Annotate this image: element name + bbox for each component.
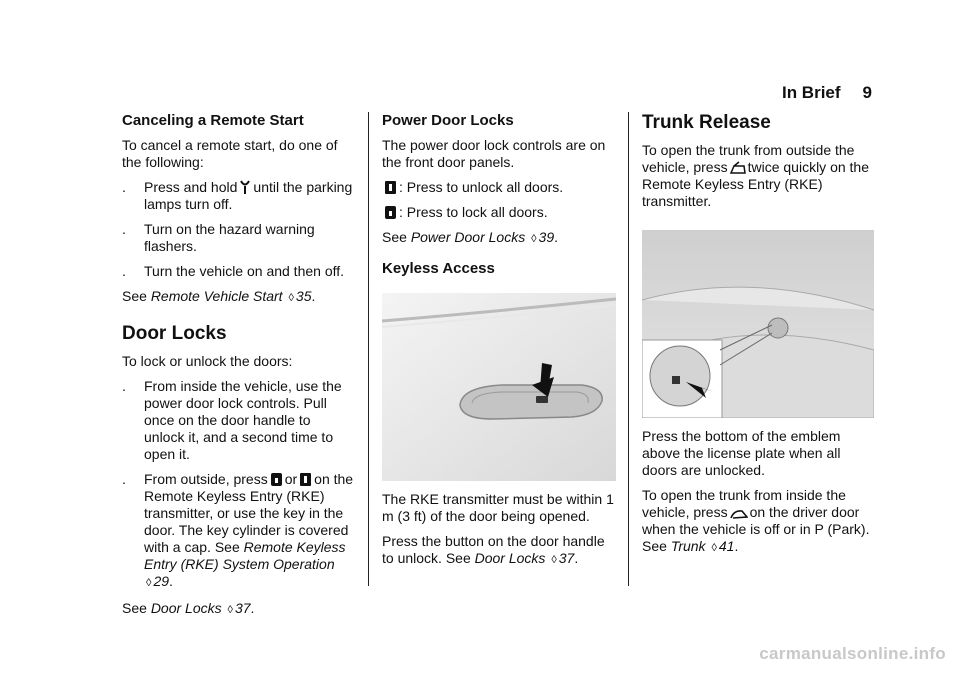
remote-start-icon — [239, 179, 251, 195]
see-reference: See Remote Vehicle Start ◊ 35. — [122, 288, 316, 304]
unlock-line: : Press to unlock all doors. — [382, 179, 616, 196]
list-item: . Turn the vehicle on and then off. — [122, 263, 345, 279]
list-item: . Turn on the hazard warning flashers. — [122, 221, 315, 254]
list-item: . From inside the vehicle, use the power door lock controls. Pull once on the door handle to unlock it, and a second time to open it. — [122, 378, 342, 462]
emblem-instruction: Press the bottom of the emblem above the license plate when all doors are unlocked. — [642, 428, 841, 478]
power-door-locks-heading: Power Door Locks — [382, 112, 514, 129]
power-intro: The power door lock controls are on the front door panels. — [382, 137, 606, 170]
cancel-remote-start-heading: Canceling a Remote Start — [122, 112, 304, 129]
column-divider — [368, 112, 369, 586]
inside-instruction: To open the trunk from inside the vehicle, press on the driver door when the vehicle is off or in P (Park). See Trunk ◊ 41. — [642, 487, 870, 554]
lock-line: : Press to lock all doors. — [382, 204, 616, 221]
column-2 — [382, 112, 616, 577]
press-handle: Press the button on the door handle to unlock. See Door Locks ◊ 37. — [382, 533, 605, 566]
trunk-release-heading: Trunk Release — [642, 112, 771, 133]
lock-icon — [270, 472, 283, 487]
bullet: . — [122, 179, 126, 195]
cancel-intro: To cancel a remote start, do one of the following: — [122, 137, 338, 170]
column-1 — [122, 112, 354, 627]
section-title: In Brief — [781, 83, 841, 102]
list-item: . Press and hold until the parking lamps turn off. — [122, 179, 353, 212]
keyless-access-heading: Keyless Access — [382, 260, 495, 277]
door-intro: To lock or unlock the doors: — [122, 353, 293, 369]
trunk-emblem-illustration — [642, 230, 874, 418]
page-number: 9 — [862, 83, 872, 102]
door-locks-heading: Door Locks — [122, 323, 227, 344]
column-divider — [628, 112, 629, 586]
trunk-release-switch-icon — [730, 508, 748, 520]
list-item: . From outside, press or on the Remote Keyless Entry (RKE) transmitter, or use the key in the door. The key cylinder is covered with a cap. See Remote Keyless Entry (RKE) System Operation ◊ 29. — [122, 471, 354, 589]
lock-icon — [384, 205, 397, 220]
column-3 — [642, 112, 874, 565]
trunk-icon — [730, 161, 746, 175]
unlock-icon — [384, 180, 397, 195]
trunk-intro: To open the trunk from outside the vehicle, press twice quickly on the Remote Keyless Entry (RKE) transmitter. — [642, 142, 869, 209]
page-header — [782, 84, 872, 101]
rke-range: The RKE transmitter must be within 1 m (3 ft) of the door being opened. — [382, 491, 614, 524]
unlock-icon — [299, 472, 312, 487]
see-reference: See Power Door Locks ◊ 39. — [382, 229, 558, 245]
watermark: carmanualsonline.info — [759, 644, 946, 663]
see-reference: See Door Locks ◊ 37. — [122, 600, 255, 616]
door-handle-illustration — [382, 293, 616, 481]
